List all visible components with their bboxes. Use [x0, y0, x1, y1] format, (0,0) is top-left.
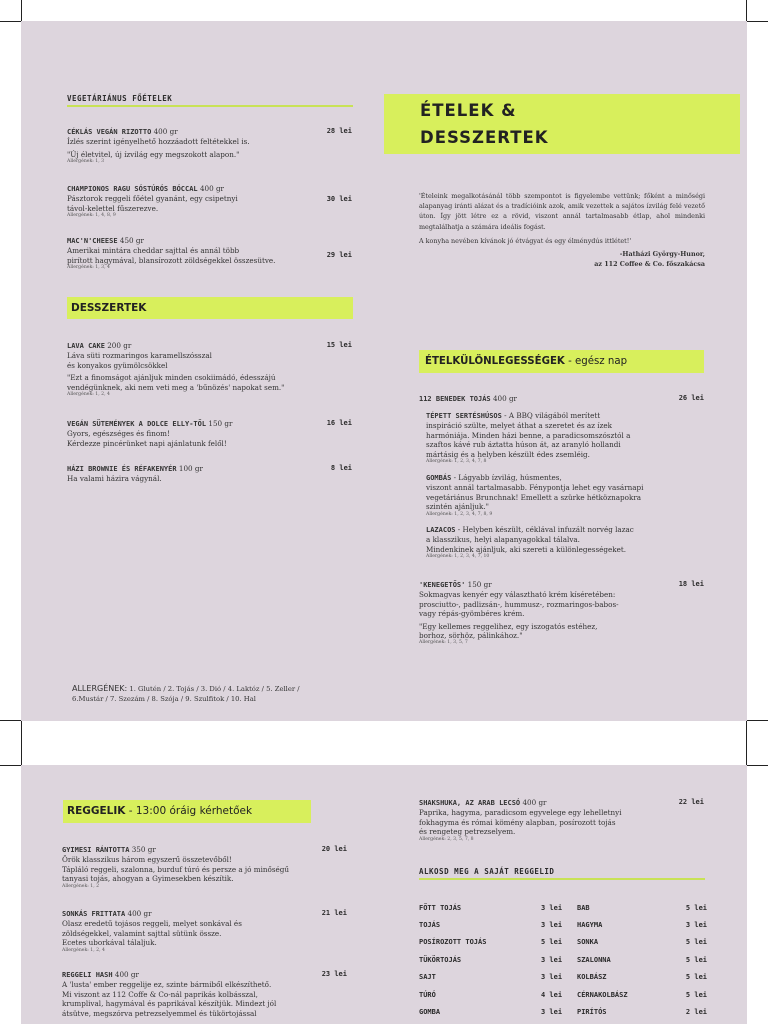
item-price: 29 lei — [326, 251, 352, 259]
extra-price: 3 lei — [541, 1008, 563, 1017]
extra-price: 2 lei — [685, 1008, 707, 1017]
item-desc: krumplival, hagymával és paprikával készítjük. Mindezt jól — [62, 999, 277, 1009]
crop-mark — [21, 0, 22, 21]
chef-title: az 112 Coffee & Co. főszakácsa — [594, 260, 705, 269]
item-desc: Ecetes uborkával tálaljuk. — [62, 938, 157, 948]
subitem-desc: szaftos kávé rub áztatta húson át, az aranyló hollandi — [426, 440, 621, 450]
allergen-legend-label: ALLERGÉNEK: — [72, 684, 128, 693]
item-name: HÁZI BROWNIE ÉS RÉFAKENYÉR — [67, 465, 177, 473]
extra-price: 3 lei — [541, 903, 563, 912]
menu-subitem — [426, 411, 706, 465]
extra-name: GOMBA — [419, 1008, 441, 1017]
menu-subitem — [426, 525, 706, 560]
crop-mark — [747, 765, 768, 766]
intro-paragraph: A konyha nevében kívánok jó étvágyat és egy élménydús ittlétet!' — [419, 236, 632, 245]
extra-price: 3 lei — [685, 921, 707, 930]
table-row — [419, 899, 707, 916]
item-allergens: Allergének: 1, 2, 4 — [62, 947, 105, 953]
item-name: SHAKSHUKA, AZ ARAB LECSÓ — [419, 799, 521, 807]
item-desc: Pásztorok reggeli főétel gyanánt, egy csipetnyi — [67, 194, 238, 204]
page-title-line: DESSZERTEK — [420, 128, 549, 147]
item-weight: 100 gr — [178, 464, 203, 473]
subitem-name: TÉPETT SERTÉSHÚSOS — [426, 412, 502, 420]
item-allergens: Allergének: 1, 2 — [62, 883, 100, 889]
subitem-desc: harmóniája. Minden házi benne, a paradicsomszósztól a — [426, 430, 631, 440]
item-price: 8 lei — [330, 464, 352, 472]
item-weight: 400 gr — [492, 394, 517, 403]
extra-name: TÚRÓ — [419, 990, 436, 999]
subitem-desc: - A BBQ világából merített — [501, 411, 601, 420]
menu-item — [67, 184, 327, 219]
extra-name: CÉRNAKOLBÁSZ — [577, 990, 628, 999]
section-heading-breakfast — [63, 800, 311, 823]
item-desc: Mi viszont az 112 Coffe & Co-nál paprikás kolbásszal, — [62, 989, 258, 999]
item-desc: prosciutto-, padlizsán-, hummusz-, rozmaringos-babos- — [419, 599, 619, 609]
crop-mark — [21, 721, 22, 765]
extra-price: 3 lei — [541, 955, 563, 964]
item-name: MAC'N'CHEESE — [67, 237, 118, 245]
item-allergens: Allergének: 1, 4, 8, 9 — [67, 213, 116, 219]
page-title-line: ÉTELEK & — [420, 101, 517, 120]
item-quote: borhoz, sörhöz, pálinkához." — [419, 631, 523, 641]
extra-name: POSÍROZOTT TOJÁS — [419, 938, 487, 947]
item-desc: A 'lusta' ember reggelije ez, szinte bármiből elkészíthető. — [62, 980, 272, 990]
menu-item — [419, 798, 679, 843]
item-desc: átsütve, megszórva petrezselyemmel és tükörtojással — [62, 1008, 257, 1018]
item-desc: Tápláló reggeli, szalonna, burduf túró és persze a jó minőségű — [62, 864, 290, 874]
item-desc: és konyakos gyümölcsökkel — [67, 360, 168, 370]
item-desc: Gyors, egészséges és finom! — [67, 429, 170, 439]
menu-page-food-desserts — [21, 21, 747, 721]
item-price: 26 lei — [678, 394, 704, 402]
extra-price: 3 lei — [541, 973, 563, 982]
item-name: REGGELI HASH — [62, 971, 113, 979]
menu-subitem — [426, 473, 706, 518]
extra-name: BAB — [577, 903, 590, 912]
table-row — [419, 1003, 707, 1020]
subitem-name: LAZACOS — [426, 526, 456, 534]
item-name: GYIMESI RÁNTOTTA — [62, 846, 130, 854]
breakfast-heading-suffix: - 13:00 óráig kérhetőek — [125, 805, 253, 817]
menu-item — [419, 394, 679, 404]
section-heading-build-breakfast: ALKOSD MEG A SAJÁT REGGELID — [419, 867, 555, 876]
crop-mark — [0, 765, 21, 766]
item-name: LAVA CAKE — [67, 342, 105, 350]
extra-price: 5 lei — [685, 973, 707, 982]
item-desc: tanyasi tojás, ahogyan a Gyimesekben készítik. — [62, 874, 234, 884]
item-desc: távol-kelettel fűszerezve. — [67, 203, 159, 213]
item-weight: 400 gr — [522, 798, 547, 807]
crop-mark — [747, 720, 768, 721]
item-desc: Láva süti rozmaringos karamellszósszal — [67, 351, 212, 361]
item-desc: Ízlés szerint igényelhető hozzáadott feltétekkel is. — [67, 137, 250, 147]
item-price: 22 lei — [678, 798, 704, 806]
extra-price: 3 lei — [541, 921, 563, 930]
item-price: 15 lei — [326, 341, 352, 349]
section-heading-desserts: DESSZERTEK — [67, 297, 353, 319]
extras-table — [419, 899, 707, 1021]
item-weight: 150 gr — [208, 419, 233, 428]
item-weight: 400 gr — [127, 909, 152, 918]
extra-name: KOLBÁSZ — [577, 973, 607, 982]
extra-name: HAGYMA — [577, 921, 603, 930]
specials-heading: ÉTELKÜLÖNLEGESSÉGEK — [425, 356, 565, 367]
item-quote: "Új életvitel, új ízvilág egy megszokott alapon." — [67, 149, 240, 159]
extra-price: 5 lei — [685, 938, 707, 947]
divider — [67, 105, 353, 107]
table-row — [419, 916, 707, 933]
item-allergens: Allergének: 1, 2, 4 — [67, 392, 110, 398]
extra-name: SONKA — [577, 938, 599, 947]
crop-mark — [746, 0, 747, 21]
extra-price: 5 lei — [685, 903, 707, 912]
extra-price: 5 lei — [541, 938, 563, 947]
item-weight: 400 gr — [114, 970, 139, 979]
item-weight: 150 gr — [467, 580, 492, 589]
item-allergens: Allergének: 1, 2, 3, 4, 7, 8, 9 — [426, 511, 493, 517]
subitem-desc: Mindenkinek ajánljuk, aki szereti a különlegességeket. — [426, 544, 627, 554]
menu-page-breakfast — [21, 765, 747, 1024]
section-heading-specials — [419, 350, 704, 373]
item-weight: 450 gr — [119, 236, 144, 245]
item-price: 18 lei — [678, 580, 704, 588]
item-allergens: Allergének: 1, 3 — [67, 159, 105, 165]
subitem-desc: - Lágyabb ízvilág, húsmentes, — [451, 473, 562, 482]
allergen-legend-line: 1. Glutén / 2. Tojás / 3. Dió / 4. Laktóz / 5. Zeller / — [129, 685, 300, 693]
menu-item — [67, 341, 329, 398]
item-price: 23 lei — [321, 970, 347, 978]
table-row — [419, 969, 707, 986]
item-desc: fokhagyma és római kömény alapban, posírozott tojás — [419, 817, 616, 827]
extra-name: SZALONNA — [577, 955, 611, 964]
item-name: 'KENEGETŐS' — [419, 581, 466, 589]
item-allergens: Allergének: 2, 3, 5, 7, 8 — [419, 836, 474, 842]
specials-heading-suffix: - egész nap — [564, 356, 628, 367]
subitem-desc: a klasszikus, helyi alapanyagokkal tálalva. — [426, 535, 580, 545]
subitem-desc: vegetáriánus Brunchnak! Emellett a szürke hétköznapokra — [426, 492, 642, 502]
item-quote: "Ezt a finomságot ajánljuk minden csokiimádó, édesszájú — [67, 373, 276, 383]
item-desc: Kérdezze pincérünket napi ajánlatunk felől! — [67, 438, 227, 448]
subitem-desc: mártásig és a helyben készült édes zsemléig. — [426, 449, 590, 459]
item-name: 112 BENEDEK TOJÁS — [419, 395, 491, 403]
section-heading-vegetarian: VEGETÁRIÁNUS FŐÉTELEK — [67, 94, 173, 103]
item-desc: Örök klasszikus három egyszerű összetevőből! — [62, 855, 232, 865]
item-desc: Olasz eredetű tojásos reggeli, melyet sonkával és — [62, 919, 242, 929]
menu-item — [67, 236, 329, 271]
table-row — [419, 986, 707, 1003]
item-desc: Sokmagvas kenyér egy választható krém kíséretében: — [419, 590, 616, 600]
menu-item — [67, 127, 327, 165]
chef-intro — [419, 191, 705, 269]
chef-signature: -Hatházi György-Hunor, — [619, 250, 705, 259]
crop-mark — [0, 21, 21, 22]
menu-item — [419, 580, 679, 646]
item-weight: 400 gr — [199, 184, 224, 193]
item-weight: 200 gr — [107, 341, 132, 350]
item-allergens: Allergének: 1, 3, 4 — [67, 265, 110, 271]
crop-mark — [0, 720, 21, 721]
subitem-desc: - Helyben készült, céklával infuzált norvég lazac — [455, 525, 634, 534]
item-name: CÉKLÁS VEGÁN RIZOTTO — [67, 128, 152, 136]
page-title — [384, 94, 740, 154]
intro-paragraph: 'Ételeink megalkotásánál több szempontot is figyelembe vettünk; főként a minőségi alapanyag iránti alázat és a tradícióink azok, amik vezettek a sajátos ízvilág felé vezető úton. Így jött létre ez a rövid, viszont annál tartalmasabb étlap, ahol mindenki megtalálhatja a számára ideális fogást. — [419, 192, 705, 231]
menu-item — [67, 419, 329, 448]
item-name: CHAMPIONOS RAGU SÓSTÚRÓS BÓCCAL — [67, 185, 198, 193]
extra-name: TOJÁS — [419, 921, 441, 930]
item-desc: zöldségekkel, valamint sajttal sütünk össze. — [62, 928, 222, 938]
item-desc: pirított hagymával, blansírozott zöldségekkel összesütve. — [67, 255, 276, 265]
extra-price: 5 lei — [685, 990, 707, 999]
subitem-name: GOMBÁS — [426, 474, 452, 482]
item-quote: vendégünknek, aki nem veti meg a 'bűnözés' napokat sem." — [67, 382, 285, 392]
extra-name: TÜKÖRTOJÁS — [419, 955, 462, 964]
item-price: 16 lei — [326, 419, 352, 427]
allergen-legend — [72, 684, 362, 704]
breakfast-heading: REGGELIK — [67, 805, 126, 817]
item-price: 21 lei — [321, 909, 347, 917]
subitem-desc: inspiráció szülte, melyet áthat a szeretet és az ízek — [426, 421, 612, 431]
item-price: 30 lei — [326, 195, 352, 203]
item-weight: 350 gr — [131, 845, 156, 854]
extra-name: SAJT — [419, 973, 436, 982]
extra-price: 4 lei — [541, 990, 563, 999]
item-desc: Paprika, hagyma, paradicsom egyvelege egy lehelletnyi — [419, 808, 622, 818]
subitem-desc: viszont annál tartalmasabb. Fénypontja lehet egy vasárnapi — [426, 483, 644, 493]
table-row — [419, 951, 707, 968]
table-row — [419, 934, 707, 951]
extra-name: FŐTT TOJÁS — [419, 903, 462, 912]
crop-mark — [747, 21, 768, 22]
item-desc: vagy répás-gyömbéres krém. — [419, 609, 525, 619]
item-allergens: Allergének: 1, 3, 5, 7 — [419, 640, 468, 646]
item-desc: Amerikai mintára cheddar sajttal és annál több — [67, 246, 240, 256]
item-price: 20 lei — [321, 845, 347, 853]
item-desc: és rengeteg petrezselyem. — [419, 827, 516, 837]
item-price: 28 lei — [326, 127, 352, 135]
extra-price: 5 lei — [685, 955, 707, 964]
item-name: SONKÁS FRITTATA — [62, 910, 126, 918]
item-desc: Ha valami házira vágynál. — [67, 474, 162, 484]
item-quote: "Egy kellemes reggelihez, egy iszogatós estéhez, — [419, 621, 598, 631]
allergen-legend-line: 6.Mustár / 7. Szezám / 8. Szója / 9. Szulfitok / 10. Hal — [72, 695, 256, 703]
subitem-desc: szintén ajánljuk." — [426, 502, 489, 512]
menu-item — [67, 464, 329, 484]
crop-mark — [746, 721, 747, 765]
item-allergens: Allergének: 1, 2, 3, 4, 7, 8 — [426, 459, 487, 465]
item-name: VEGÁN SÜTEMÉNYEK A DOLCE ELLY-TŐL — [67, 420, 207, 428]
divider — [419, 878, 705, 880]
item-weight: 400 gr — [153, 127, 178, 136]
extra-name: PIRÍTÓS — [577, 1008, 607, 1017]
item-allergens: Allergének: 1, 2, 3, 4, 7, 10 — [426, 554, 490, 560]
